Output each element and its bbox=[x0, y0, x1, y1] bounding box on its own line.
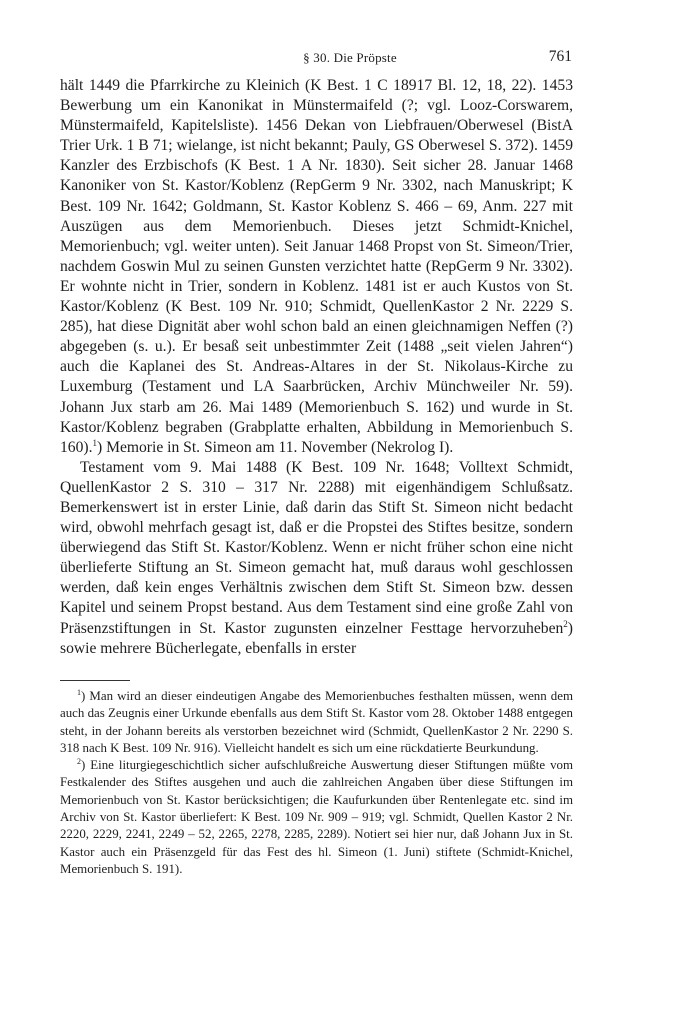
footnote-marker: $^1$) bbox=[77, 688, 86, 703]
paragraph: hält 1449 die Pfarrkirche zu Kleinich (K Best. 1 C 18917 Bl. 12, 18, 22). 1453 Bewerbung um ein Kanonikat in Münstermaifeld (?; vgl. Looz-Corswarem, Münstermaifeld, Kapitelsliste). 1456 Dekan von Liebfrauen/Oberwesel (BistA Trier Urk. 1 B 71; wielange, ist nicht bekannt; Pauly, GS Oberwesel S. 372). 1459 Kanzler des Erzbischofs (K Best. 1 A Nr. 1830). Seit sicher 28. Januar 1468 Kanoniker von St. Kastor/Koblenz (RepGerm 9 Nr. 3302, nach Manuskript; K Best. 109 Nr. 1642; Goldmann, St. Kastor Koblenz S. 466 – 69, Anm. 227 mit Auszügen aus dem Memorienbuch. Dieses jetzt Schmidt-Knichel, Memorienbuch; vgl. weiter unten). Seit Januar 1468 Propst von St. Simeon/Trier, nachdem Goswin Mul zu seinen Gunsten verzichtet hatte (RepGerm 9 Nr. 3302). Er wohnte nicht in Trier, sondern in Koblenz. 1481 ist er auch Kustos von St. Kastor/Koblenz (K Best. 109 Nr. 910; Schmidt, QuellenKastor 2 Nr. 2229 S. 285), hat diese Dignität aber wohl schon bald an einen gleichnamigen Neffen (?) abgegeben (s. u.). Er besaß seit unbestimmter Zeit (1488 „seit vielen Jahren“) auch die Kaplanei des St. Andreas-Altares in der St. Nikolaus-Kirche zu Luxemburg (Testament und LA Saarbrücken, Archiv Münchweiler Nr. 59). Johann Jux starb am 26. Mai 1489 (Memorienbuch S. 162) und wurde in St. Kastor/Koblenz begraben (Grabplatte erhalten, Abbildung in Memorienbuch S. 160).$^1$) Memorie in St. Simeon am 11. November (Nekrolog I). bbox=[60, 77, 573, 456]
footnote bbox=[60, 757, 573, 878]
footnote-reference[interactable]: 1 bbox=[92, 437, 97, 448]
footnote-reference[interactable]: 2 bbox=[563, 618, 568, 629]
footnote-separator bbox=[60, 680, 130, 681]
paragraph: Testament vom 9. Mai 1488 (K Best. 109 Nr. 1648; Volltext Schmidt, QuellenKastor 2 S. 310 – 317 Nr. 2288) mit eigenhändigem Schlußsatz. Bemerkenswert ist in erster Linie, daß darin das Stift St. Simeon nicht bedacht wird, obwohl mehrfach gesagt ist, daß er die Propstei des Stiftes besitze, sondern überwiegend das Stift St. Kastor/Koblenz. Wenn er nicht früher schon eine nicht überlieferte Stiftung an St. Simeon gemacht hat, muß daraus wohl geschlossen werden, daß kein enges Verhältnis zwischen dem Stift St. Simeon bzw. dessen Kapitel und seinem Propst bestand. Aus dem Testament sind eine große Zahl von Präsenzstiftungen in St. Kastor zugunsten einzelner Festtage hervorzuheben$^2$) sowie mehrere Bücherlegate, ebenfalls in erster bbox=[60, 458, 573, 657]
paragraph-text: hält 1449 die Pfarrkirche zu Kleinich (K Best. 1 C 18917 Bl. 12, 18, 22). 1453 Bewerbung um ein Kanonikat in Münstermaifeld (?; vgl. Looz-Corswarem, Münstermaifeld, Kapitelsliste). 1456 Dekan von Liebfrauen/Oberwesel (BistA Trier Urk. 1 B 71; wielange, ist nicht bekannt; Pauly, GS Oberwesel S. 372). 1459 Kanzler des Erzbischofs (K Best. 1 A Nr. 1830). Seit sicher 28. Januar 1468 Kanoniker von St. Kastor/Koblenz (RepGerm 9 Nr. 3302, nach Manuskript; K Best. 109 Nr. 1642; Goldmann, St. Kastor Koblenz S. 466 – 69, Anm. 227 mit Auszügen aus dem Memorienbuch. Dieses jetzt Schmidt-Knichel, Memorienbuch; vgl. weiter unten). Seit Januar 1468 Propst von St. Simeon/Trier, nachdem Goswin Mul zu seinen Gunsten verzichtet hatte (RepGerm 9 Nr. 3302). Er wohnte nicht in Trier, sondern in Koblenz. 1481 ist er auch Kustos von St. Kastor/Koblenz (K Best. 109 Nr. 910; Schmidt, QuellenKastor 2 Nr. 2229 S. 285), hat diese Dignität aber wohl schon bald an einen gleichnamigen Neffen (?) abgegeben (s. u.). Er besaß seit unbestimmter Zeit (1488 „seit vielen Jahren“) auch die Kaplanei des St. Andreas-Altares in der St. Nikolaus-Kirche zu Luxemburg (Testament und LA Saarbrücken, Archiv Münchweiler Nr. 59). Johann Jux starb am 26. Mai 1489 (Memorienbuch S. 162) und wurde in St. Kastor/Koblenz begraben (Grabplatte erhalten, Abbildung in Memorienbuch S. 160). bbox=[60, 77, 573, 456]
footnote bbox=[60, 688, 573, 757]
page-number: 761 bbox=[548, 48, 572, 65]
footnote-text: Man wird an dieser eindeutigen Angabe des Memorienbuches festhalten müssen, wenn dem auch das Zeugnis einer Urkunde ebenfalls aus dem Stift St. Kastor vom 28. Oktober 1488 entgegen steht, in der Johann bereits als verstorben bezeichnet wird (Schmidt, QuellenKastor 2 Nr. 2290 S. 318 nach K Best. 109 Nr. 916). Vielleicht handelt es sich um eine rückdatierte Beurkundung. bbox=[60, 689, 573, 755]
footnote-marker: $^2$) bbox=[77, 757, 86, 773]
paragraph-text: sowie mehrere Bücherlegate, ebenfalls in erster bbox=[60, 639, 357, 657]
footnotes bbox=[60, 688, 573, 878]
paragraph-text: Testament vom 9. Mai 1488 (K Best. 109 Nr. 1648; Volltext Schmidt, QuellenKastor 2 S. 310 – 317 Nr. 2288) mit eigenhändigem Schlußsatz. Bemerkenswert ist in erster Linie, daß darin das Stift St. Simeon nicht bedacht wird, obwohl mehrfach gesagt ist, daß er die Propstei des Stiftes besitze, sondern überwiegend das Stift St. Kastor/Koblenz. Wenn er nicht früher schon eine nicht überlieferte Stiftung an St. Simeon gemacht hat, muß daraus wohl geschlossen werden, daß kein enges Verhältnis zwischen dem Stift St. Simeon bzw. dessen Kapitel und seinem Propst bestand. Aus dem Testament sind eine große Zahl von Präsenzstiftungen in St. Kastor zugunsten einzelner Festtage hervorzuheben bbox=[60, 458, 573, 637]
running-head: § 30. Die Pröpste bbox=[303, 50, 397, 65]
footnote-text: Eine liturgiegeschichtlich sicher aufschlußreiche Auswertung dieser Stiftungen müßte vom Festkalender des Stiftes ausgehen und auch die zahlreichen Angaben über diese Stiftungen im Memorienbuch von St. Kastor berücksichtigen; die Kaufurkunden über Rentenlegate etc. sind im Archiv von St. Kastor überliefert: K Best. 109 Nr. 909 – 919; vgl. Schmidt, Quellen Kastor 2 Nr. 2220, 2229, 2241, 2249 – 52, 2265, 2278, 2285, 2289). Notiert sei hier nur, daß Johann Jux in St. Kastor auch ein Präsenzgeld für das Fest des hl. Simeon (1. Juni) stiftete (Schmidt-Knichel, Memorienbuch S. 191). bbox=[60, 758, 573, 876]
paragraph-text: Memorie in St. Simeon am 11. November (Nekrolog I). bbox=[102, 438, 454, 456]
main-text bbox=[60, 76, 573, 659]
